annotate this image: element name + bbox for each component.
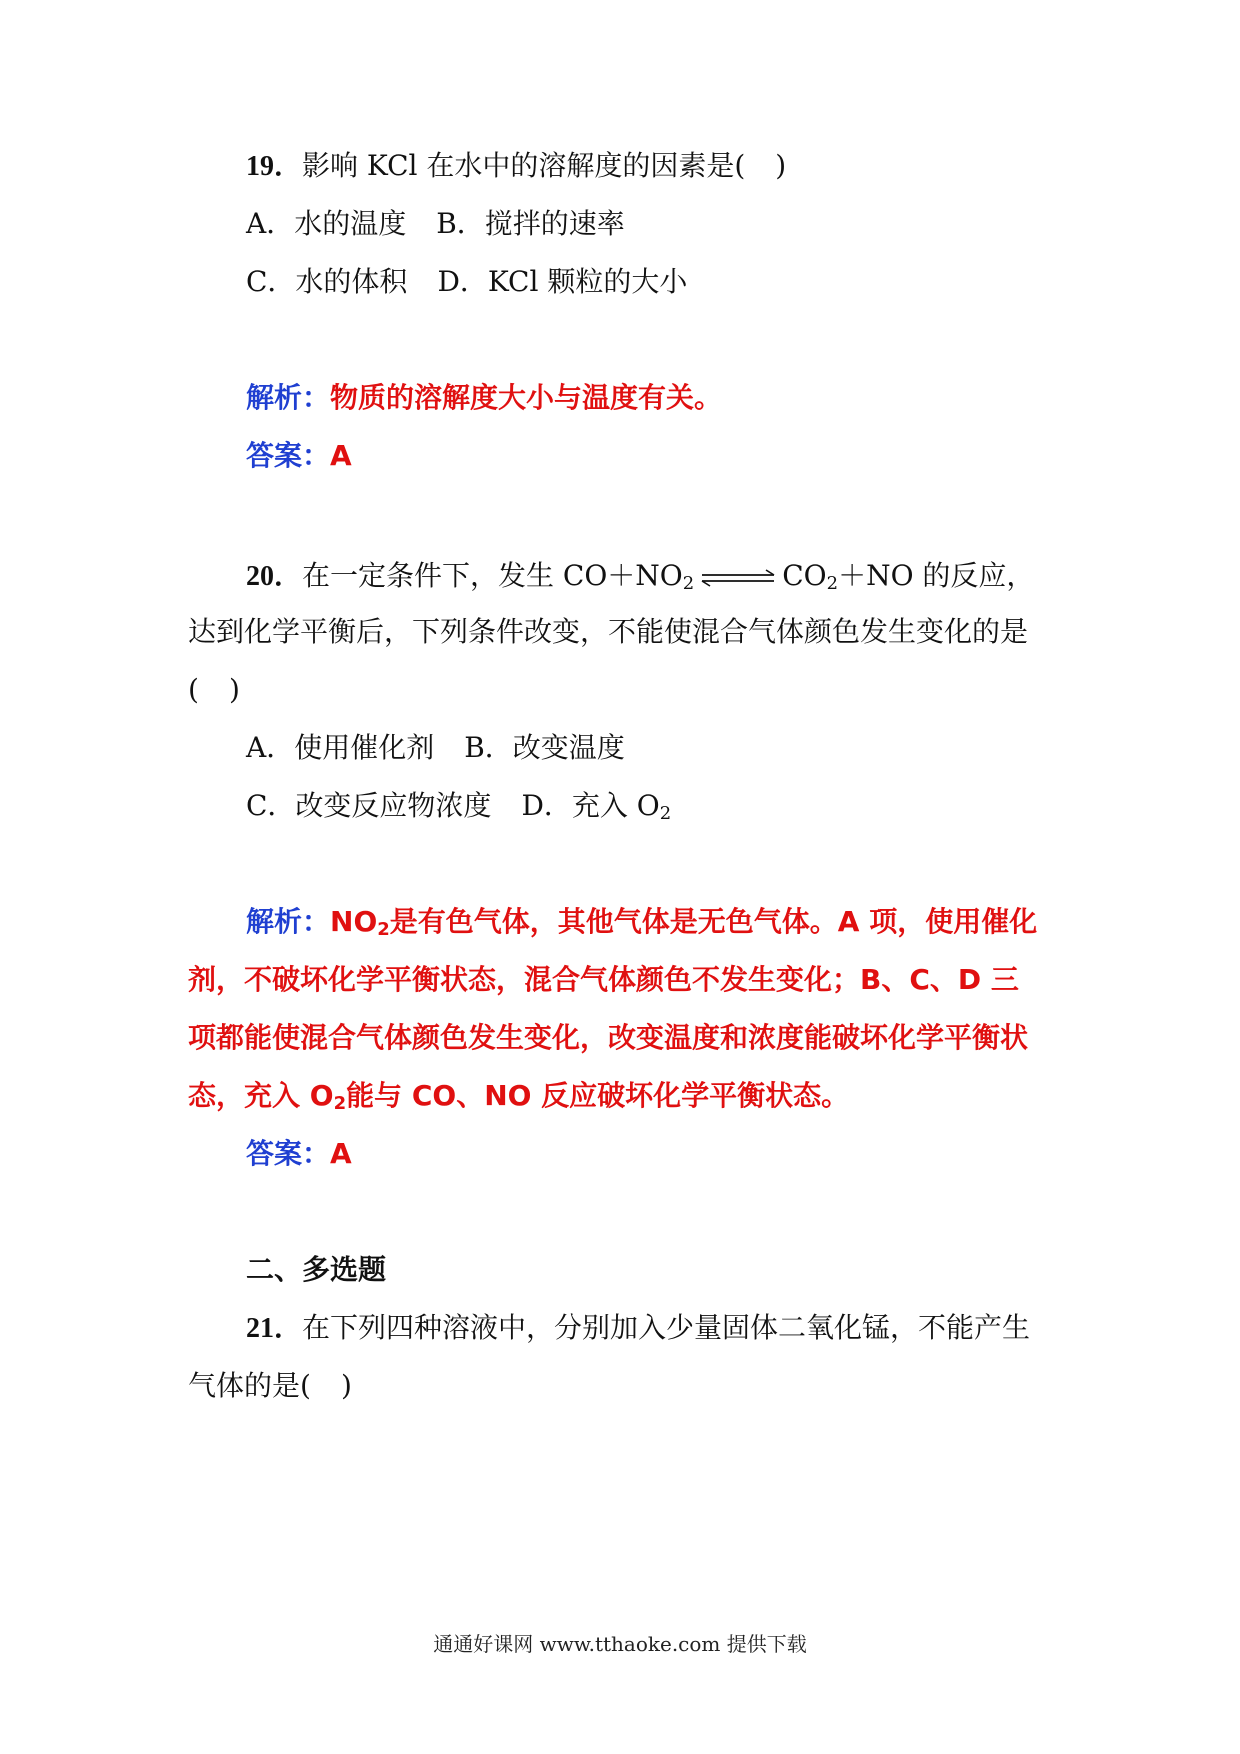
q19-option-d: D．KCl 颗粒的大小 <box>437 265 688 298</box>
q19-option-b: B．搅拌的速率 <box>436 207 625 240</box>
q19-answer-label: 答案： <box>246 439 331 472</box>
q20-analysis-4a: 态，充入 O <box>188 1079 334 1112</box>
q20-stem-part3: ＋NO 的反应， <box>838 559 1035 592</box>
q20-analysis-1a: NO <box>330 905 378 938</box>
q19-analysis-label: 解析： <box>246 381 331 414</box>
q21-number: 21． <box>246 1313 303 1344</box>
q20-options-cd <box>246 788 671 824</box>
q20-option-b: B．改变温度 <box>464 731 625 764</box>
q19-number: 19． <box>246 151 303 182</box>
q20-paren-close: ) <box>228 673 240 706</box>
equilibrium-arrow-icon <box>698 568 778 588</box>
q21-stem-text: 在下列四种溶液中，分别加入少量固体二氧化锰，不能产生 <box>302 1311 1031 1344</box>
q19-analysis-text: 物质的溶解度大小与温度有关。 <box>330 381 723 414</box>
q20-stem <box>246 558 1034 595</box>
q20-option-a: A．使用催化剂 <box>246 731 435 764</box>
section-title: 二、多选题 <box>246 1253 387 1286</box>
q20-stem-part2: CO <box>782 559 827 592</box>
q20-analysis-2: 剂，不破坏化学平衡状态，混合气体颜色不发生变化；B、C、D 三 <box>188 963 1019 996</box>
q20-analysis-1b: 是有色气体，其他气体是无色气体。A 项，使用催化 <box>389 905 1038 938</box>
q19-stem-close: ) <box>775 149 787 182</box>
q20-answer <box>246 1136 352 1172</box>
q21-stem <box>246 1310 1030 1347</box>
q20-analysis-3: 项都能使混合气体颜色发生变化，改变温度和浓度能破坏化学平衡状 <box>188 1021 1029 1054</box>
q21-paren-close: ) <box>340 1369 352 1402</box>
q20-stem-sub1: 2 <box>682 573 695 594</box>
q20-analysis-4sub: 2 <box>333 1093 347 1114</box>
q20-paren-open: ( <box>188 673 199 706</box>
q20-number: 20． <box>246 561 303 592</box>
q20-analysis-line3 <box>188 1020 1028 1056</box>
page-footer: 通通好课网 www.tthaoke.com 提供下载 <box>433 1632 807 1656</box>
q20-answer-label: 答案： <box>246 1137 331 1170</box>
q20-analysis-line4 <box>188 1078 849 1114</box>
q20-analysis-1sub: 2 <box>377 919 390 940</box>
q19-option-c: C．水的体积 <box>246 265 408 298</box>
q19-stem <box>246 148 786 185</box>
q20-analysis-label: 解析： <box>246 905 331 938</box>
section-heading <box>246 1252 386 1288</box>
q19-stem-text: 影响 KCl 在水中的溶解度的因素是( <box>302 149 746 182</box>
q19-answer-value: A <box>330 439 352 472</box>
q20-option-c: C．改变反应物浓度 <box>246 789 492 822</box>
q20-option-d-sub: 2 <box>659 803 672 824</box>
q20-stem-line2 <box>188 614 1028 650</box>
q20-stem-part1: 在一定条件下，发生 CO＋NO <box>302 559 683 592</box>
q19-analysis <box>246 380 722 416</box>
q19-options-ab <box>246 206 625 242</box>
q20-analysis-line2 <box>188 962 1019 998</box>
q20-analysis-4b: 能与 CO、NO 反应破坏化学平衡状态。 <box>346 1079 850 1112</box>
q21-stem-line2 <box>188 1368 352 1404</box>
q20-stem-line3 <box>188 672 240 708</box>
q20-stem-sub2: 2 <box>826 573 839 594</box>
q20-stem-line2-text: 达到化学平衡后，下列条件改变，不能使混合气体颜色发生变化的是 <box>188 615 1029 648</box>
q20-answer-value: A <box>330 1137 352 1170</box>
q20-option-d: D．充入 O <box>521 789 660 822</box>
q20-options-ab <box>246 730 625 766</box>
q19-option-a: A．水的温度 <box>246 207 407 240</box>
q20-analysis-line1 <box>246 904 1037 940</box>
q19-answer <box>246 438 352 474</box>
q19-options-cd <box>246 264 687 300</box>
q21-stem-line2-text: 气体的是( <box>188 1369 311 1402</box>
